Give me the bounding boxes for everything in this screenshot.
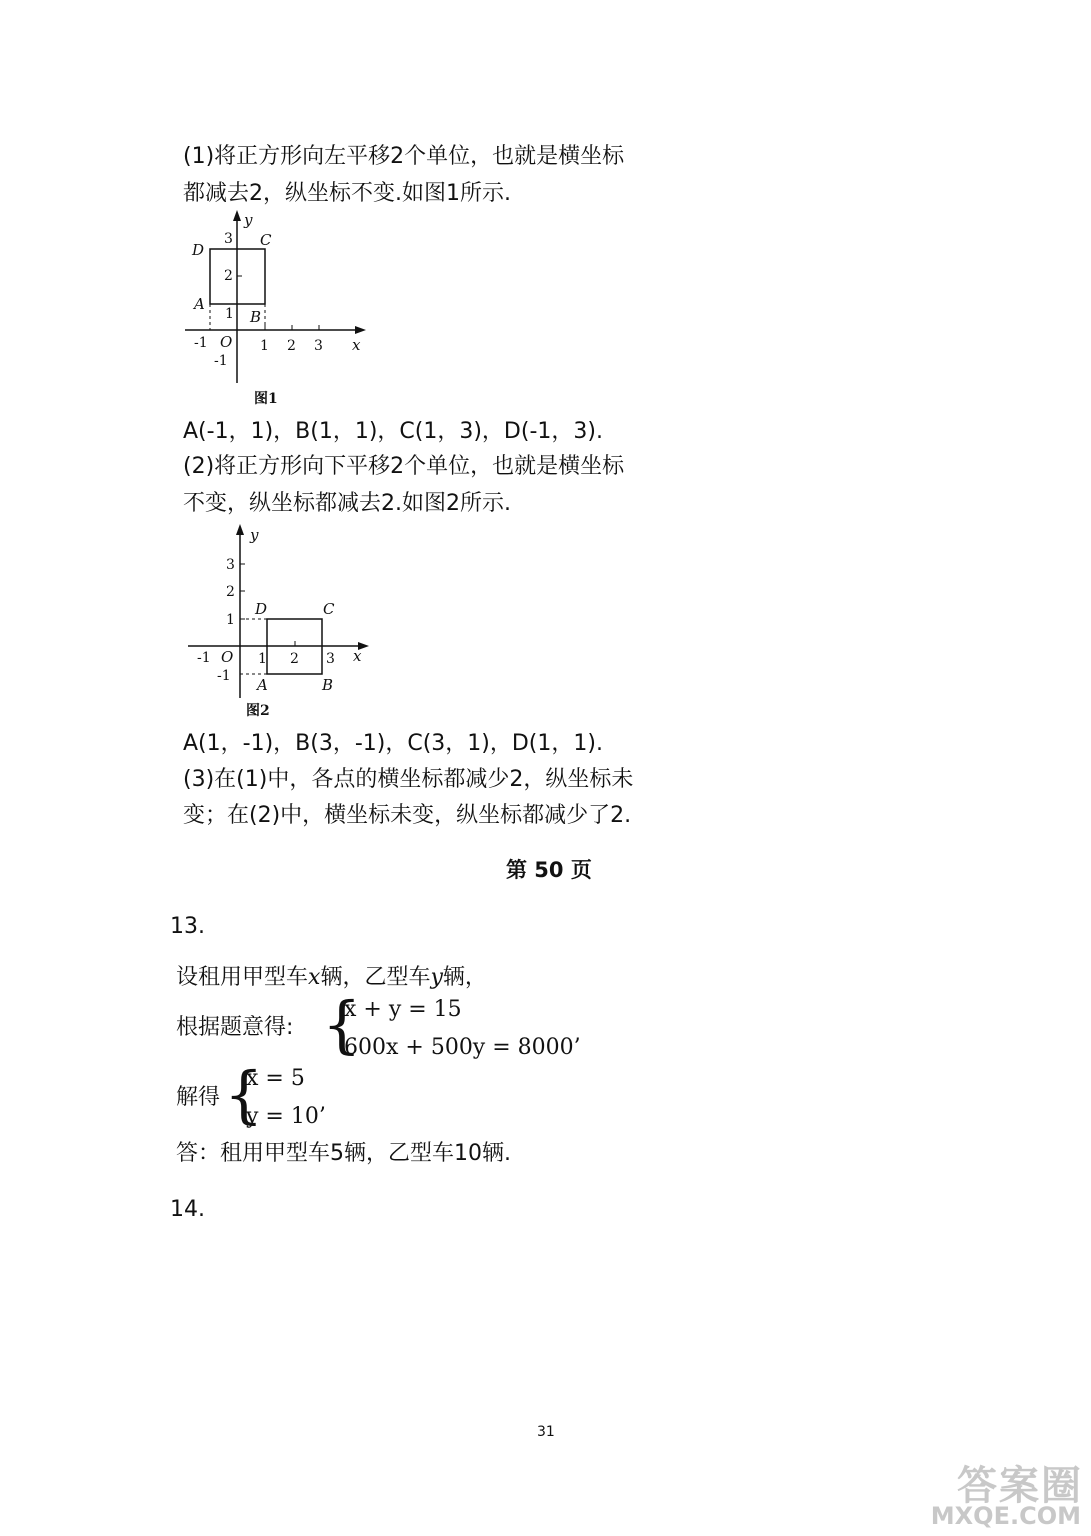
x-tick--1: -1 (194, 335, 208, 351)
part1-line1: (1)将正方形向左平移2个单位，也就是横坐标 (183, 144, 625, 169)
part1-result: A(-1，1)，B(1，1)，C(1，3)，D(-1，3). (183, 419, 603, 444)
q13-setup-mid: 辆，乙型车 (320, 965, 431, 990)
q13-solve: 解得 (176, 1085, 221, 1110)
y-axis-arrow (233, 210, 241, 221)
y-tick-2: 2 (224, 268, 233, 284)
label-origin: O (220, 333, 233, 351)
q13-eq1: x + y = 15 (344, 997, 462, 1022)
q13-setup-pre: 设租用甲型车 (176, 965, 309, 990)
part2-result: A(1，-1)，B(3，-1)，C(3，1)，D(1，1). (183, 731, 603, 756)
label-x: x (352, 336, 361, 354)
watermark-top: 答案圈 (957, 1463, 1083, 1509)
figure-2-caption: 图2 (246, 703, 270, 719)
label-x: x (353, 647, 362, 665)
q13-according: 根据题意得: (176, 1015, 294, 1040)
watermark-logo (915, 1454, 1083, 1530)
var-y: y (430, 965, 443, 990)
label-B: B (322, 676, 334, 694)
var-x: x (308, 965, 321, 990)
label-y: y (250, 526, 259, 544)
q13-setup-post: 辆， (442, 965, 487, 990)
label-A: A (194, 295, 205, 313)
q13-sol2: y = 10’ (246, 1104, 326, 1129)
system-brace: { (322, 988, 362, 1061)
part3-line2: 变；在(2)中，横坐标未变，纵坐标都减少了2. (183, 803, 632, 828)
label-B: B (250, 308, 262, 326)
y-tick-2: 2 (226, 584, 235, 600)
part1-line2: 都减去2，纵坐标不变.如图1所示. (183, 181, 511, 206)
solution-brace: { (224, 1058, 264, 1131)
y-tick-1: 1 (225, 306, 234, 322)
part3-line1: (3)在(1)中，各点的横坐标都减少2，纵坐标未 (183, 767, 634, 792)
q13-answer: 答：租用甲型车5辆，乙型车10辆. (176, 1141, 511, 1166)
x-axis-arrow (355, 326, 366, 334)
watermark-bottom: MXQE.COM (930, 1502, 1081, 1530)
q13-eq2: 600x + 500y = 8000’ (344, 1035, 581, 1060)
x-tick-3: 3 (314, 338, 323, 354)
x-tick-1: 1 (260, 338, 269, 354)
label-A: A (257, 676, 268, 694)
label-D: D (192, 241, 205, 259)
y-tick-3: 3 (224, 231, 233, 247)
q13-number: 13. (170, 914, 205, 939)
x-tick-1: 1 (258, 651, 267, 667)
y-tick--1: -1 (214, 353, 228, 369)
y-tick-3: 3 (226, 557, 235, 573)
figure-1-caption: 图1 (254, 391, 278, 407)
label-C: C (323, 600, 335, 618)
x-tick--1: -1 (197, 650, 211, 666)
page-number: 31 (537, 1424, 555, 1440)
q13-sol1: x = 5 (246, 1066, 305, 1091)
label-C: C (260, 231, 272, 249)
q14-number: 14. (170, 1197, 205, 1222)
y-axis-arrow (236, 524, 244, 535)
x-tick-2: 2 (287, 338, 296, 354)
label-y: y (244, 211, 253, 229)
label-origin: O (221, 648, 234, 666)
y-tick--1: -1 (217, 668, 231, 684)
x-tick-3: 3 (326, 651, 335, 667)
page-heading: 第 50 页 (506, 858, 592, 882)
figure-2 (180, 518, 380, 723)
label-D: D (255, 600, 268, 618)
figure-1 (180, 205, 380, 415)
y-tick-1: 1 (226, 612, 235, 628)
x-tick-2: 2 (290, 651, 299, 667)
part2-line1: (2)将正方形向下平移2个单位，也就是横坐标 (183, 454, 625, 479)
part2-line2: 不变，纵坐标都减去2.如图2所示. (183, 491, 511, 516)
